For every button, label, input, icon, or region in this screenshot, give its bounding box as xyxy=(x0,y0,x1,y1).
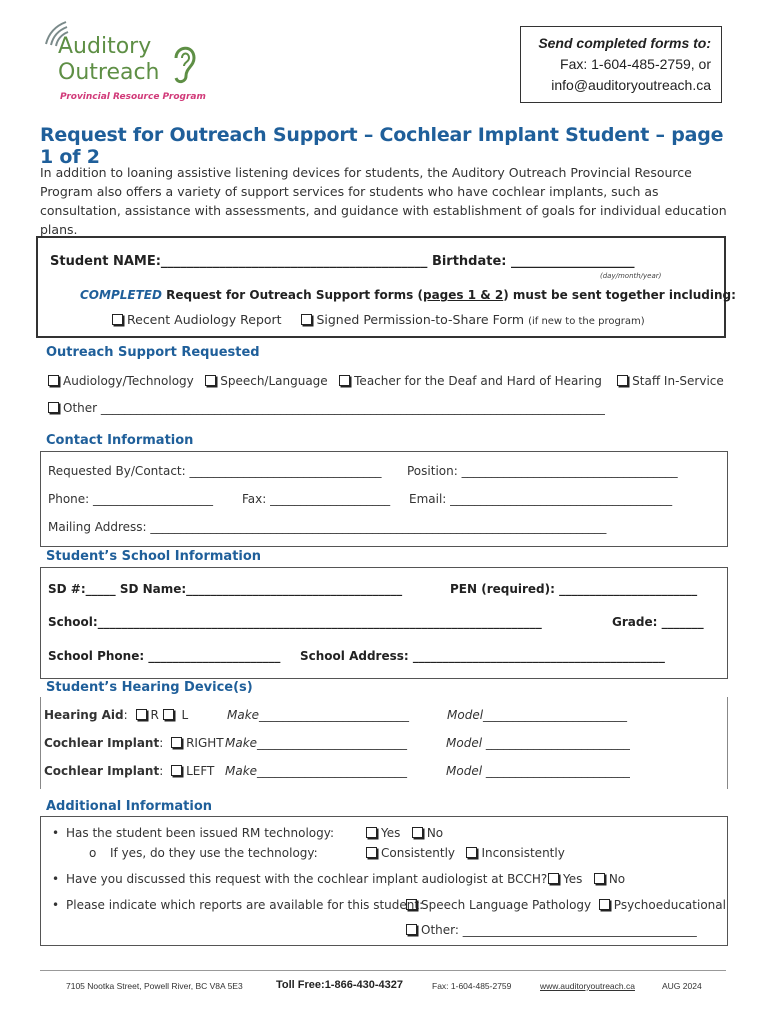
page-title: Request for Outreach Support – Cochlear Implant Student – page 1 of 2 xyxy=(40,124,724,168)
audiology-report-checkbox[interactable] xyxy=(112,314,123,325)
slp-checkbox[interactable] xyxy=(406,899,417,910)
yes-checkbox[interactable] xyxy=(366,827,377,838)
position-field[interactable]: Position: ____________________________________ xyxy=(407,464,678,478)
ear-icon xyxy=(168,40,200,86)
tech-use-answers: Consistently Inconsistently xyxy=(366,846,565,860)
devices-heading: Student’s Hearing Device(s) xyxy=(46,680,253,695)
requested-by-field[interactable]: Requested By/Contact: ________________________________ xyxy=(48,464,382,478)
sd-field[interactable]: SD #:_____ SD Name:____________________________________ xyxy=(48,582,403,596)
sub-bullet-marker: o xyxy=(89,846,97,860)
reports-other-field: Other: _______________________________________ xyxy=(421,923,697,937)
question-rm-tech: • Has the student been issued RM technology: xyxy=(66,826,334,840)
permission-form-checkbox[interactable] xyxy=(301,314,312,325)
permission-form-note: (if new to the program) xyxy=(528,316,645,327)
birthdate-label: Birthdate: xyxy=(431,254,507,269)
device-label: Cochlear Implant xyxy=(44,764,160,778)
footer-website-link[interactable]: www.auditoryoutreach.ca xyxy=(540,981,635,991)
permission-form-label: Signed Permission-to-Share Form xyxy=(316,312,525,327)
model-field[interactable]: Model ________________________ xyxy=(446,736,630,750)
checkbox-icon xyxy=(205,375,216,386)
question-tech-use: If yes, do they use the technology: xyxy=(110,846,318,860)
device-label: Cochlear Implant xyxy=(44,736,160,750)
right-checkbox[interactable] xyxy=(136,709,147,720)
logo-subtitle: Provincial Resource Program xyxy=(60,92,206,102)
make-field[interactable]: Make_________________________ xyxy=(227,708,410,722)
logo-line1: Auditory xyxy=(58,34,152,59)
cochlear-right-row: Cochlear Implant: RIGHT xyxy=(44,736,224,750)
outreach-option[interactable]: Audiology/Technology xyxy=(48,374,194,388)
audiology-report-label: Recent Audiology Report xyxy=(127,312,282,327)
question-bcch: • Have you discussed this request with the cochlear implant audiologist at BCCH? xyxy=(66,872,547,886)
footer-fax: Fax: 1-604-485-2759 xyxy=(432,981,512,991)
model-field[interactable]: Model________________________ xyxy=(447,708,628,722)
email-field[interactable]: Email: _____________________________________ xyxy=(409,492,673,506)
no-checkbox[interactable] xyxy=(412,827,423,838)
mailing-address-field[interactable]: Mailing Address: ____________________________________________________________________________ xyxy=(48,520,607,534)
checkbox-icon xyxy=(406,924,417,935)
send-forms-box xyxy=(520,26,722,103)
school-field[interactable]: School:__________________________________________________________________________ xyxy=(48,615,542,629)
inconsistently-checkbox[interactable] xyxy=(466,847,477,858)
outreach-options xyxy=(48,374,724,388)
checkbox-icon xyxy=(48,375,59,386)
fax-field[interactable]: Fax: ____________________ xyxy=(242,492,391,506)
left-checkbox[interactable] xyxy=(171,765,182,776)
left-checkbox[interactable] xyxy=(163,709,174,720)
make-field[interactable]: Make_________________________ xyxy=(225,764,408,778)
checkbox-icon xyxy=(48,402,59,413)
no-checkbox[interactable] xyxy=(594,873,605,884)
device-label: Hearing Aid xyxy=(44,708,124,722)
completed-word: COMPLETED xyxy=(80,288,162,302)
additional-heading: Additional Information xyxy=(46,799,213,814)
consistently-checkbox[interactable] xyxy=(366,847,377,858)
footer-tollfree: Toll Free:1-866-430-4327 xyxy=(276,979,403,991)
date-format-hint: (day/month/year) xyxy=(600,272,662,280)
other-blank: ____________________________________________________________________________________ xyxy=(100,401,605,415)
other-label: Other xyxy=(63,401,98,415)
school-heading: Student’s School Information xyxy=(46,549,262,564)
reports-answers: Speech Language Pathology Psychoeducational xyxy=(406,898,726,912)
completed-end: ) must be sent together including: xyxy=(503,288,736,302)
footer-address: 7105 Nootka Street, Powell River, BC V8A 5E3 xyxy=(66,981,243,991)
outreach-option[interactable]: Speech/Language xyxy=(205,374,327,388)
send-email[interactable]: info@auditoryoutreach.ca xyxy=(551,77,711,93)
pages-text: pages 1 & 2 xyxy=(422,288,504,302)
send-heading: Send completed forms to: xyxy=(538,35,711,51)
completed-notice xyxy=(80,288,736,302)
phone-field[interactable]: Phone: ____________________ xyxy=(48,492,214,506)
school-address-field[interactable]: School Address: __________________________________________ xyxy=(300,649,665,663)
logo-line2: Outreach xyxy=(58,60,160,85)
intro-paragraph: In addition to loaning assistive listening devices for students, the Auditory Outreach Provincial Resource Program also offers a variety of support services for students who have cochlear implants, such as consultation, assistance with assessments, and guidance with establishment of goals for individual education plans. xyxy=(40,165,727,237)
pen-field[interactable]: PEN (required): _______________________ xyxy=(450,582,698,596)
make-field[interactable]: Make_________________________ xyxy=(225,736,408,750)
model-field[interactable]: Model ________________________ xyxy=(446,764,630,778)
cochlear-left-row: Cochlear Implant: LEFT xyxy=(44,764,215,778)
yes-checkbox[interactable] xyxy=(548,873,559,884)
footer-divider xyxy=(40,970,726,971)
checkbox-icon xyxy=(339,375,350,386)
checkbox-icon xyxy=(617,375,628,386)
student-name-label: Student NAME: xyxy=(50,254,161,269)
student-name-field[interactable] xyxy=(50,254,635,269)
outreach-heading: Outreach Support Requested xyxy=(46,345,260,360)
contact-heading: Contact Information xyxy=(46,433,194,448)
logo xyxy=(40,18,230,108)
school-phone-field[interactable]: School Phone: ______________________ xyxy=(48,649,281,663)
outreach-option[interactable]: Teacher for the Deaf and Hard of Hearing xyxy=(339,374,602,388)
completed-text: Request for Outreach Support forms ( xyxy=(161,288,423,302)
hearing-aid-row: Hearing Aid: R L xyxy=(44,708,189,722)
birthdate-blank: ___________________ xyxy=(511,254,635,269)
footer-date: AUG 2024 xyxy=(662,981,702,991)
student-name-blank: _________________________________________ xyxy=(160,254,428,269)
grade-field[interactable]: Grade: _______ xyxy=(612,615,704,629)
question-reports: • Please indicate which reports are available for this student: xyxy=(66,898,423,912)
outreach-option[interactable]: Staff In-Service xyxy=(617,374,724,388)
send-fax: Fax: 1-604-485-2759, or xyxy=(560,56,711,72)
required-checklist xyxy=(112,312,645,327)
psychoeducational-checkbox[interactable] xyxy=(599,899,610,910)
rm-tech-answers: Yes No xyxy=(366,826,443,840)
right-checkbox[interactable] xyxy=(171,737,182,748)
bcch-answers: Yes No xyxy=(548,872,625,886)
reports-other[interactable] xyxy=(406,923,697,937)
outreach-other[interactable] xyxy=(48,401,605,415)
